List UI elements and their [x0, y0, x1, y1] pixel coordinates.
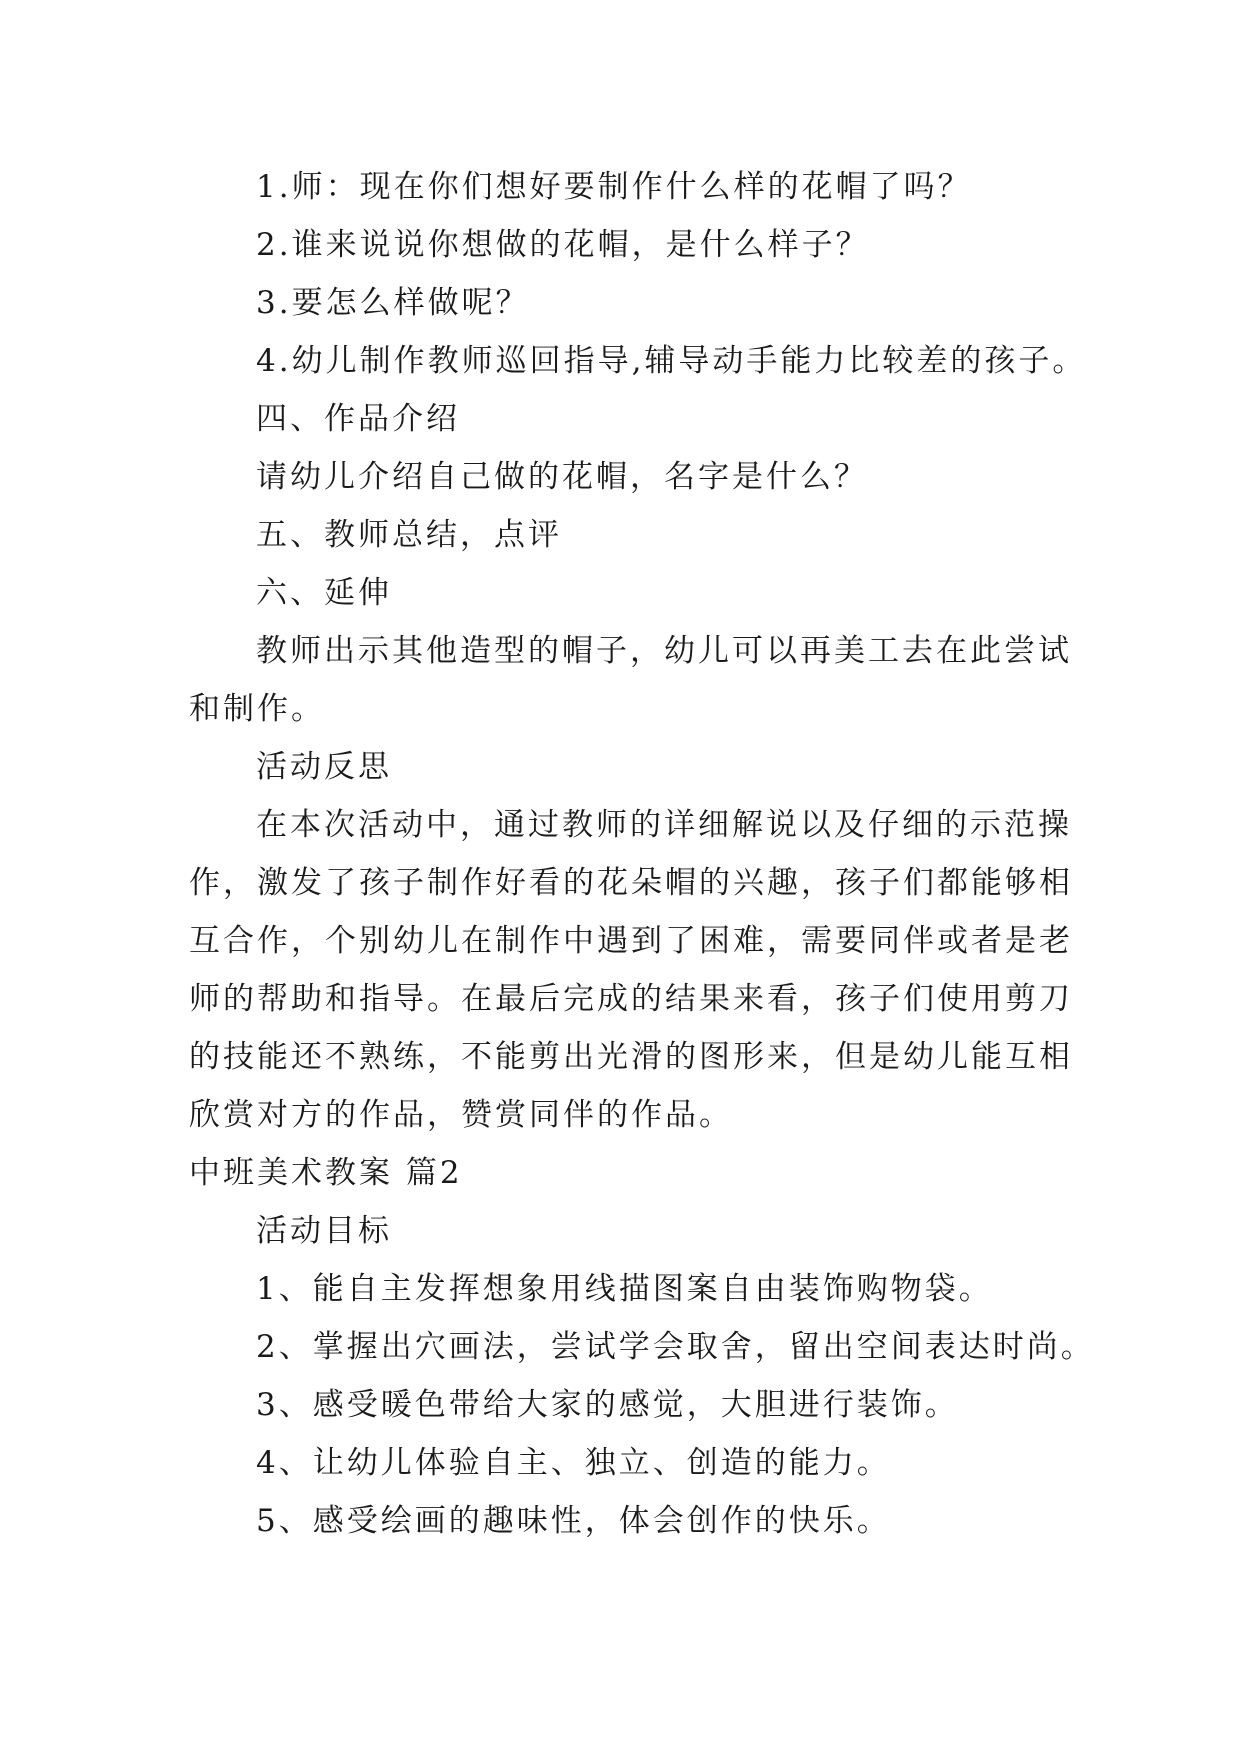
text-line: 欣赏对方的作品，赞赏同伴的作品。 — [189, 1097, 733, 1133]
text-line: 请幼儿介绍自己做的花帽，名字是什么？ — [256, 459, 868, 495]
text-line: 5、感受绘画的趣味性，体会创作的快乐。 — [256, 1503, 891, 1539]
text-line: 2.谁来说说你想做的花帽，是什么样子？ — [256, 227, 870, 263]
text-line: 在本次活动中，通过教师的详细解说以及仔细的示范操 — [256, 807, 1072, 843]
text-line: 互合作，个别幼儿在制作中遇到了困难，需要同伴或者是老 — [189, 923, 1073, 959]
text-line: 1.师：现在你们想好要制作什么样的花帽了吗？ — [256, 169, 972, 205]
text-line: 2、掌握出穴画法，尝试学会取舍，留出空间表达时尚。 — [256, 1329, 1095, 1365]
text-line: 4.幼儿制作教师巡回指导,辅导动手能力比较差的孩子。 — [256, 343, 1087, 379]
text-line: 1、能自主发挥想象用线描图案自由装饰购物袋。 — [256, 1271, 993, 1307]
text-line: 的技能还不熟练，不能剪出光滑的图形来，但是幼儿能互相 — [189, 1039, 1073, 1075]
section-heading: 活动目标 — [256, 1213, 392, 1249]
document-subtitle: 中班美术教案 篇2 — [189, 1155, 463, 1191]
text-line: 4、让幼儿体验自主、独立、创造的能力。 — [256, 1445, 891, 1481]
text-line: 3、感受暖色带给大家的感觉，大胆进行装饰。 — [256, 1387, 959, 1423]
text-line: 师的帮助和指导。在最后完成的结果来看，孩子们使用剪刀 — [189, 981, 1073, 1017]
text-line: 和制作。 — [189, 691, 325, 727]
section-heading: 活动反思 — [256, 749, 392, 785]
section-heading: 四、作品介绍 — [256, 401, 460, 437]
text-line: 3.要怎么样做呢？ — [256, 285, 530, 321]
text-line: 教师出示其他造型的帽子，幼儿可以再美工去在此尝试 — [256, 633, 1072, 669]
section-heading: 五、教师总结，点评 — [256, 517, 562, 553]
text-line: 作，激发了孩子制作好看的花朵帽的兴趣，孩子们都能够相 — [189, 865, 1073, 901]
section-heading: 六、延伸 — [256, 575, 392, 611]
